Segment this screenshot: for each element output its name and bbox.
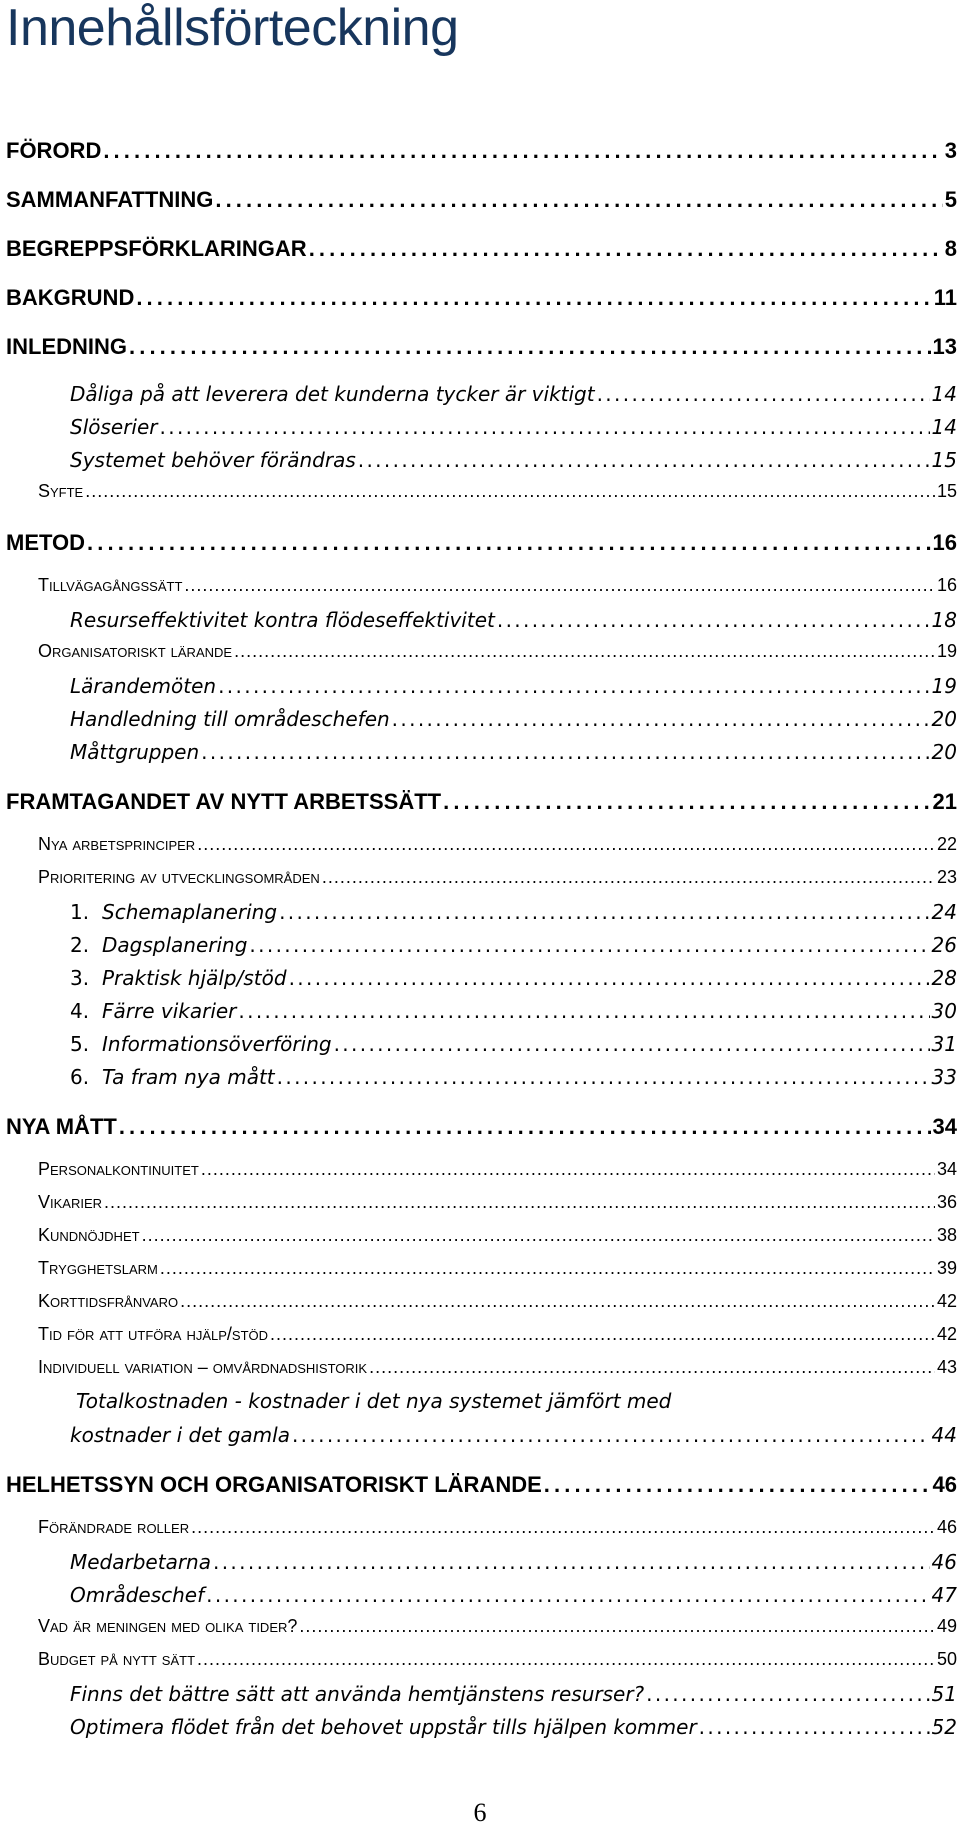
toc-dot-leader: [87, 530, 930, 556]
toc-entry-label: Handledning till områdeschefen: [70, 707, 390, 731]
toc-entry-label: INLEDNING: [6, 334, 127, 359]
toc-entry-page-number: 15: [936, 481, 957, 501]
toc-entry-label: Slöserier: [70, 415, 158, 439]
toc-entry[interactable]: [6, 966, 957, 990]
toc-entry-label: Personalkontinuitet: [38, 1159, 199, 1179]
toc-entry-page-number: 52: [931, 1715, 957, 1739]
toc-entry-label: Organisatoriskt lärande: [38, 641, 233, 661]
toc-entry-page-number: 24: [931, 900, 957, 924]
toc-entry-label: Prioritering av utvecklingsområden: [38, 867, 320, 887]
toc-entry[interactable]: [6, 236, 957, 262]
toc-entry[interactable]: [6, 481, 957, 502]
toc-entry-page-number: 13: [932, 334, 957, 359]
toc-entry-title: [70, 448, 356, 472]
toc-dot-leader: [238, 999, 929, 1023]
toc-entry-label: FÖRORD: [6, 138, 102, 163]
toc-dot-leader: [119, 1114, 931, 1140]
toc-entry[interactable]: [6, 415, 957, 439]
toc-entry-title: [6, 236, 307, 262]
toc-entry-page-number: 14: [931, 382, 957, 406]
toc-entry-label: SAMMANFATTNING: [6, 187, 214, 212]
toc-entry-title: [38, 1159, 199, 1180]
toc-entry-page-number: 39: [936, 1258, 957, 1278]
toc-entry[interactable]: [6, 138, 957, 164]
toc-dot-leader: [277, 1065, 930, 1089]
toc-entry-page-number: 21: [932, 789, 957, 814]
toc-entry-number: 3.: [70, 966, 90, 990]
toc-entry-title: [70, 382, 595, 406]
toc-entry-page-number: 46: [931, 1550, 957, 1574]
toc-entry-label: Vad är meningen med olika tider?: [38, 1616, 298, 1636]
table-of-contents: [6, 0, 957, 1800]
toc-entry[interactable]: [6, 285, 957, 311]
toc-entry[interactable]: [6, 1192, 957, 1213]
toc-dot-leader: [497, 608, 930, 632]
toc-entry-page-number: 44: [931, 1423, 957, 1447]
toc-entry-title: [38, 1192, 102, 1213]
toc-entry-page-number: 31: [931, 1032, 957, 1056]
toc-entry-number: 2.: [70, 933, 90, 957]
toc-dot-leader: [443, 789, 930, 815]
toc-entry-title: [70, 1032, 332, 1056]
toc-entry-title: [6, 1114, 117, 1140]
toc-dot-leader: [213, 1550, 930, 1574]
toc-entry[interactable]: [6, 1583, 957, 1607]
toc-entry[interactable]: [6, 789, 957, 815]
toc-dot-leader: [180, 1291, 935, 1312]
toc-entry-number: 1.: [70, 900, 90, 924]
toc-entry-title: [6, 1472, 542, 1498]
toc-entry-label: Medarbetarna: [70, 1550, 211, 1574]
toc-entry-title: [70, 933, 248, 957]
toc-entry-page-number: 16: [936, 575, 957, 595]
toc-entry[interactable]: [6, 1472, 957, 1498]
toc-entry[interactable]: [6, 1324, 957, 1345]
toc-entry-page-number: 18: [931, 608, 957, 632]
toc-entry[interactable]: [6, 1357, 957, 1378]
toc-entry-page-number: 8: [944, 236, 957, 261]
toc-dot-leader: [270, 1324, 935, 1345]
toc-entry[interactable]: [6, 448, 957, 472]
toc-entry-title: [38, 1225, 140, 1246]
toc-entry-page-number: 26: [931, 933, 957, 957]
toc-dot-leader: [334, 1032, 930, 1056]
toc-entry[interactable]: [6, 530, 957, 556]
toc-entry-label: FRAMTAGANDET AV NYTT ARBETSSÄTT: [6, 789, 442, 814]
toc-entry-title: [38, 834, 195, 855]
toc-entry-page-number: 46: [932, 1472, 957, 1497]
toc-entry-title: [70, 1423, 290, 1447]
toc-entry-page-number: 47: [931, 1583, 957, 1607]
toc-entry-page-number: 33: [931, 1065, 957, 1089]
toc-entry[interactable]: [6, 867, 957, 888]
toc-entry-page-number: 15: [931, 448, 957, 472]
toc-entry[interactable]: [6, 1159, 957, 1180]
toc-entry-label: Finns det bättre sätt att använda hemtjänstens resurser?: [70, 1682, 645, 1706]
toc-entry[interactable]: [6, 187, 957, 213]
toc-dot-leader: [197, 834, 935, 855]
toc-entry-title: [70, 900, 278, 924]
toc-dot-leader: [103, 138, 942, 164]
toc-entry[interactable]: [6, 999, 957, 1023]
toc-entry[interactable]: [6, 707, 957, 731]
toc-entry-label: Schemaplanering: [102, 900, 278, 924]
toc-entry-title: [38, 1291, 178, 1312]
toc-dot-leader: [646, 1682, 929, 1706]
toc-dot-leader: [142, 1225, 935, 1246]
toc-entry[interactable]: [6, 1423, 957, 1447]
toc-entry-label: NYA MÅTT: [6, 1114, 117, 1139]
toc-entry-page-number: 20: [931, 707, 957, 731]
toc-entry-page-number: 22: [936, 834, 957, 854]
toc-entry-page-number: 19: [936, 641, 957, 661]
toc-entry-page-number: 11: [933, 285, 957, 310]
toc-entry-label: Optimera flödet från det behovet uppstår tills hjälpen kommer: [70, 1715, 697, 1739]
toc-entry-title: [70, 415, 158, 439]
toc-dot-leader: [358, 448, 930, 472]
toc-dot-leader: [197, 1649, 935, 1670]
toc-entry[interactable]: [6, 1517, 957, 1538]
toc-entry-page-number: 34: [932, 1114, 957, 1139]
toc-entry-label: Måttgruppen: [70, 740, 200, 764]
toc-dot-leader: [184, 575, 935, 596]
page-number: 6: [473, 1798, 487, 1827]
toc-entry-label: Färre vikarier: [102, 999, 237, 1023]
toc-entry[interactable]: [6, 674, 957, 698]
toc-dot-leader: [699, 1715, 930, 1739]
toc-entry-label: Tid för att utföra hjälp/stöd: [38, 1324, 269, 1344]
toc-entry-page-number: 42: [936, 1324, 957, 1344]
toc-dot-leader: [289, 966, 930, 990]
toc-entry-label: Syfte: [38, 481, 84, 501]
toc-entry[interactable]: [6, 1682, 957, 1706]
toc-dot-leader: [392, 707, 930, 731]
toc-entry-label: Systemet behöver förändras: [70, 448, 356, 472]
toc-entry-page-number: 42: [936, 1291, 957, 1311]
toc-entry-title: [38, 575, 182, 596]
toc-entry-title: [6, 789, 441, 815]
toc-entry[interactable]: [6, 933, 957, 957]
toc-entry[interactable]: [6, 575, 957, 596]
toc-entry-page-number: 16: [932, 530, 957, 555]
toc-entry-label: Dåliga på att leverera det kunderna tycker är viktigt: [70, 382, 595, 406]
toc-dot-leader: [292, 1423, 930, 1447]
toc-entry-label: HELHETSSYN OCH ORGANISATORISKT LÄRANDE: [6, 1472, 542, 1497]
toc-entry-page-number: 46: [936, 1517, 957, 1537]
toc-entry-page-number: 19: [931, 674, 957, 698]
toc-entry[interactable]: [6, 382, 957, 406]
toc-entry-page-number: 38: [936, 1225, 957, 1245]
toc-entry-label: kostnader i det gamla: [70, 1423, 290, 1447]
toc-entry-title: [38, 1258, 158, 1279]
toc-entry-label: Individuell variation – omvårdnadshistorik: [38, 1357, 368, 1377]
toc-entry[interactable]: [6, 1032, 957, 1056]
toc-entry-number: 6.: [70, 1065, 90, 1089]
toc-entry-label: METOD: [6, 530, 86, 555]
toc-entry[interactable]: [6, 1258, 957, 1279]
toc-dot-leader: [249, 933, 929, 957]
toc-entry-label: Områdeschef: [70, 1583, 205, 1607]
toc-entry-page-number: 5: [944, 187, 957, 212]
toc-entry[interactable]: [6, 1225, 957, 1246]
toc-entry-title: [70, 1065, 275, 1089]
toc-entry-page-number: 30: [931, 999, 957, 1023]
toc-dot-leader: [218, 674, 929, 698]
toc-entry[interactable]: [6, 608, 957, 632]
toc-entry-title: [38, 867, 320, 888]
toc-entry-label: Ta fram nya mått: [102, 1065, 275, 1089]
toc-dot-leader: [597, 382, 930, 406]
toc-entry-page-number: 34: [936, 1159, 957, 1179]
toc-entry-page-number: 3: [944, 138, 957, 163]
page-title: Innehållsförteckning: [6, 0, 459, 57]
toc-entry-page-number: 36: [936, 1192, 957, 1212]
toc-entry-title: [70, 707, 390, 731]
toc-entry-title: [6, 334, 127, 360]
toc-entry-title: [6, 285, 134, 311]
toc-entry-label: Resurseffektivitet kontra flödeseffektivitet: [70, 608, 495, 632]
toc-dot-leader: [234, 641, 935, 662]
toc-entry-page-number: 49: [936, 1616, 957, 1636]
toc-entry-label: Trygghetslarm: [38, 1258, 158, 1278]
toc-entry[interactable]: [6, 1715, 957, 1739]
toc-dot-leader: [160, 415, 930, 439]
toc-dot-leader: [201, 740, 929, 764]
toc-entry-text-line1: Totalkostnaden - kostnader i det nya systemet jämfört med: [76, 1389, 672, 1413]
toc-entry-title: [70, 608, 495, 632]
toc-dot-leader: [279, 900, 929, 924]
toc-dot-leader: [191, 1517, 935, 1538]
toc-entry-label: BAKGRUND: [6, 285, 135, 310]
toc-dot-leader: [160, 1258, 935, 1279]
toc-entry[interactable]: [6, 334, 957, 360]
toc-entry-title: [70, 1715, 697, 1739]
toc-dot-leader: [544, 1472, 931, 1498]
toc-entry-label: Korttidsfrånvaro: [38, 1291, 179, 1311]
toc-entry[interactable]: [6, 1291, 957, 1312]
toc-entry-label: Praktisk hjälp/stöd: [102, 966, 287, 990]
toc-entry-label: Kundnöjdhet: [38, 1225, 140, 1245]
toc-entry-title: [38, 641, 232, 662]
toc-entry[interactable]: [6, 641, 957, 662]
toc-entry-label: Vikarier: [38, 1192, 103, 1212]
toc-entry-title: [38, 1357, 367, 1378]
toc-entry-page-number: 28: [931, 966, 957, 990]
toc-entry[interactable]: [6, 1114, 957, 1140]
toc-entry-label: Dagsplanering: [102, 933, 248, 957]
toc-entry-label: Informationsöverföring: [102, 1032, 332, 1056]
toc-entry-title: [70, 1550, 211, 1574]
toc-entry-title: [70, 999, 237, 1023]
toc-entry-label: Lärandemöten: [70, 674, 217, 698]
toc-dot-leader: [129, 334, 931, 360]
toc-entry[interactable]: [6, 1649, 957, 1670]
toc-entry-label: BEGREPPSFÖRKLARINGAR: [6, 236, 307, 261]
toc-dot-leader: [309, 236, 943, 262]
toc-entry-page-number: 23: [936, 867, 957, 887]
toc-entry-number: 5.: [70, 1032, 90, 1056]
toc-entry[interactable]: [6, 1550, 957, 1574]
toc-dot-leader: [85, 481, 935, 502]
toc-dot-leader: [322, 867, 935, 888]
toc-entry-label: Förändrade roller: [38, 1517, 190, 1537]
toc-entry[interactable]: [6, 1616, 957, 1637]
toc-entry-page-number: 51: [931, 1682, 957, 1706]
toc-dot-leader: [104, 1192, 935, 1213]
toc-entry-label: Nya arbetsprinciper: [38, 834, 196, 854]
toc-dot-leader: [215, 187, 942, 213]
toc-entry-title: [6, 187, 213, 213]
toc-entry[interactable]: [6, 1065, 957, 1089]
toc-entry-label: Budget på nytt sätt: [38, 1649, 196, 1669]
toc-entry-page-number: 14: [931, 415, 957, 439]
toc-entry-page-number: 20: [931, 740, 957, 764]
toc-entry-title: [38, 481, 83, 502]
toc-dot-leader: [201, 1159, 935, 1180]
toc-entry-title: [6, 138, 101, 164]
toc-entry[interactable]: [6, 900, 957, 924]
toc-dot-leader: [299, 1616, 935, 1637]
toc-entry-number: 4.: [70, 999, 90, 1023]
toc-entry-title: [70, 740, 199, 764]
toc-dot-leader: [136, 285, 931, 311]
toc-entry-title: [6, 530, 85, 556]
toc-entry[interactable]: [6, 740, 957, 764]
toc-entry-title: [38, 1649, 195, 1670]
toc-entry-title: [38, 1324, 268, 1345]
toc-dot-leader: [206, 1583, 929, 1607]
toc-entry-title: [70, 674, 216, 698]
toc-entry[interactable]: [6, 834, 957, 855]
toc-entry-title: [70, 1583, 204, 1607]
toc-entry-title: [70, 966, 287, 990]
toc-entry-title: [38, 1616, 297, 1637]
toc-dot-leader: [369, 1357, 935, 1378]
toc-entry-page-number: 43: [936, 1357, 957, 1377]
toc-entry-label: Tillvägagångssätt: [38, 575, 183, 595]
toc-entry-page-number: 50: [936, 1649, 957, 1669]
toc-entry-title: [70, 1682, 644, 1706]
toc-entry-title: [38, 1517, 189, 1538]
